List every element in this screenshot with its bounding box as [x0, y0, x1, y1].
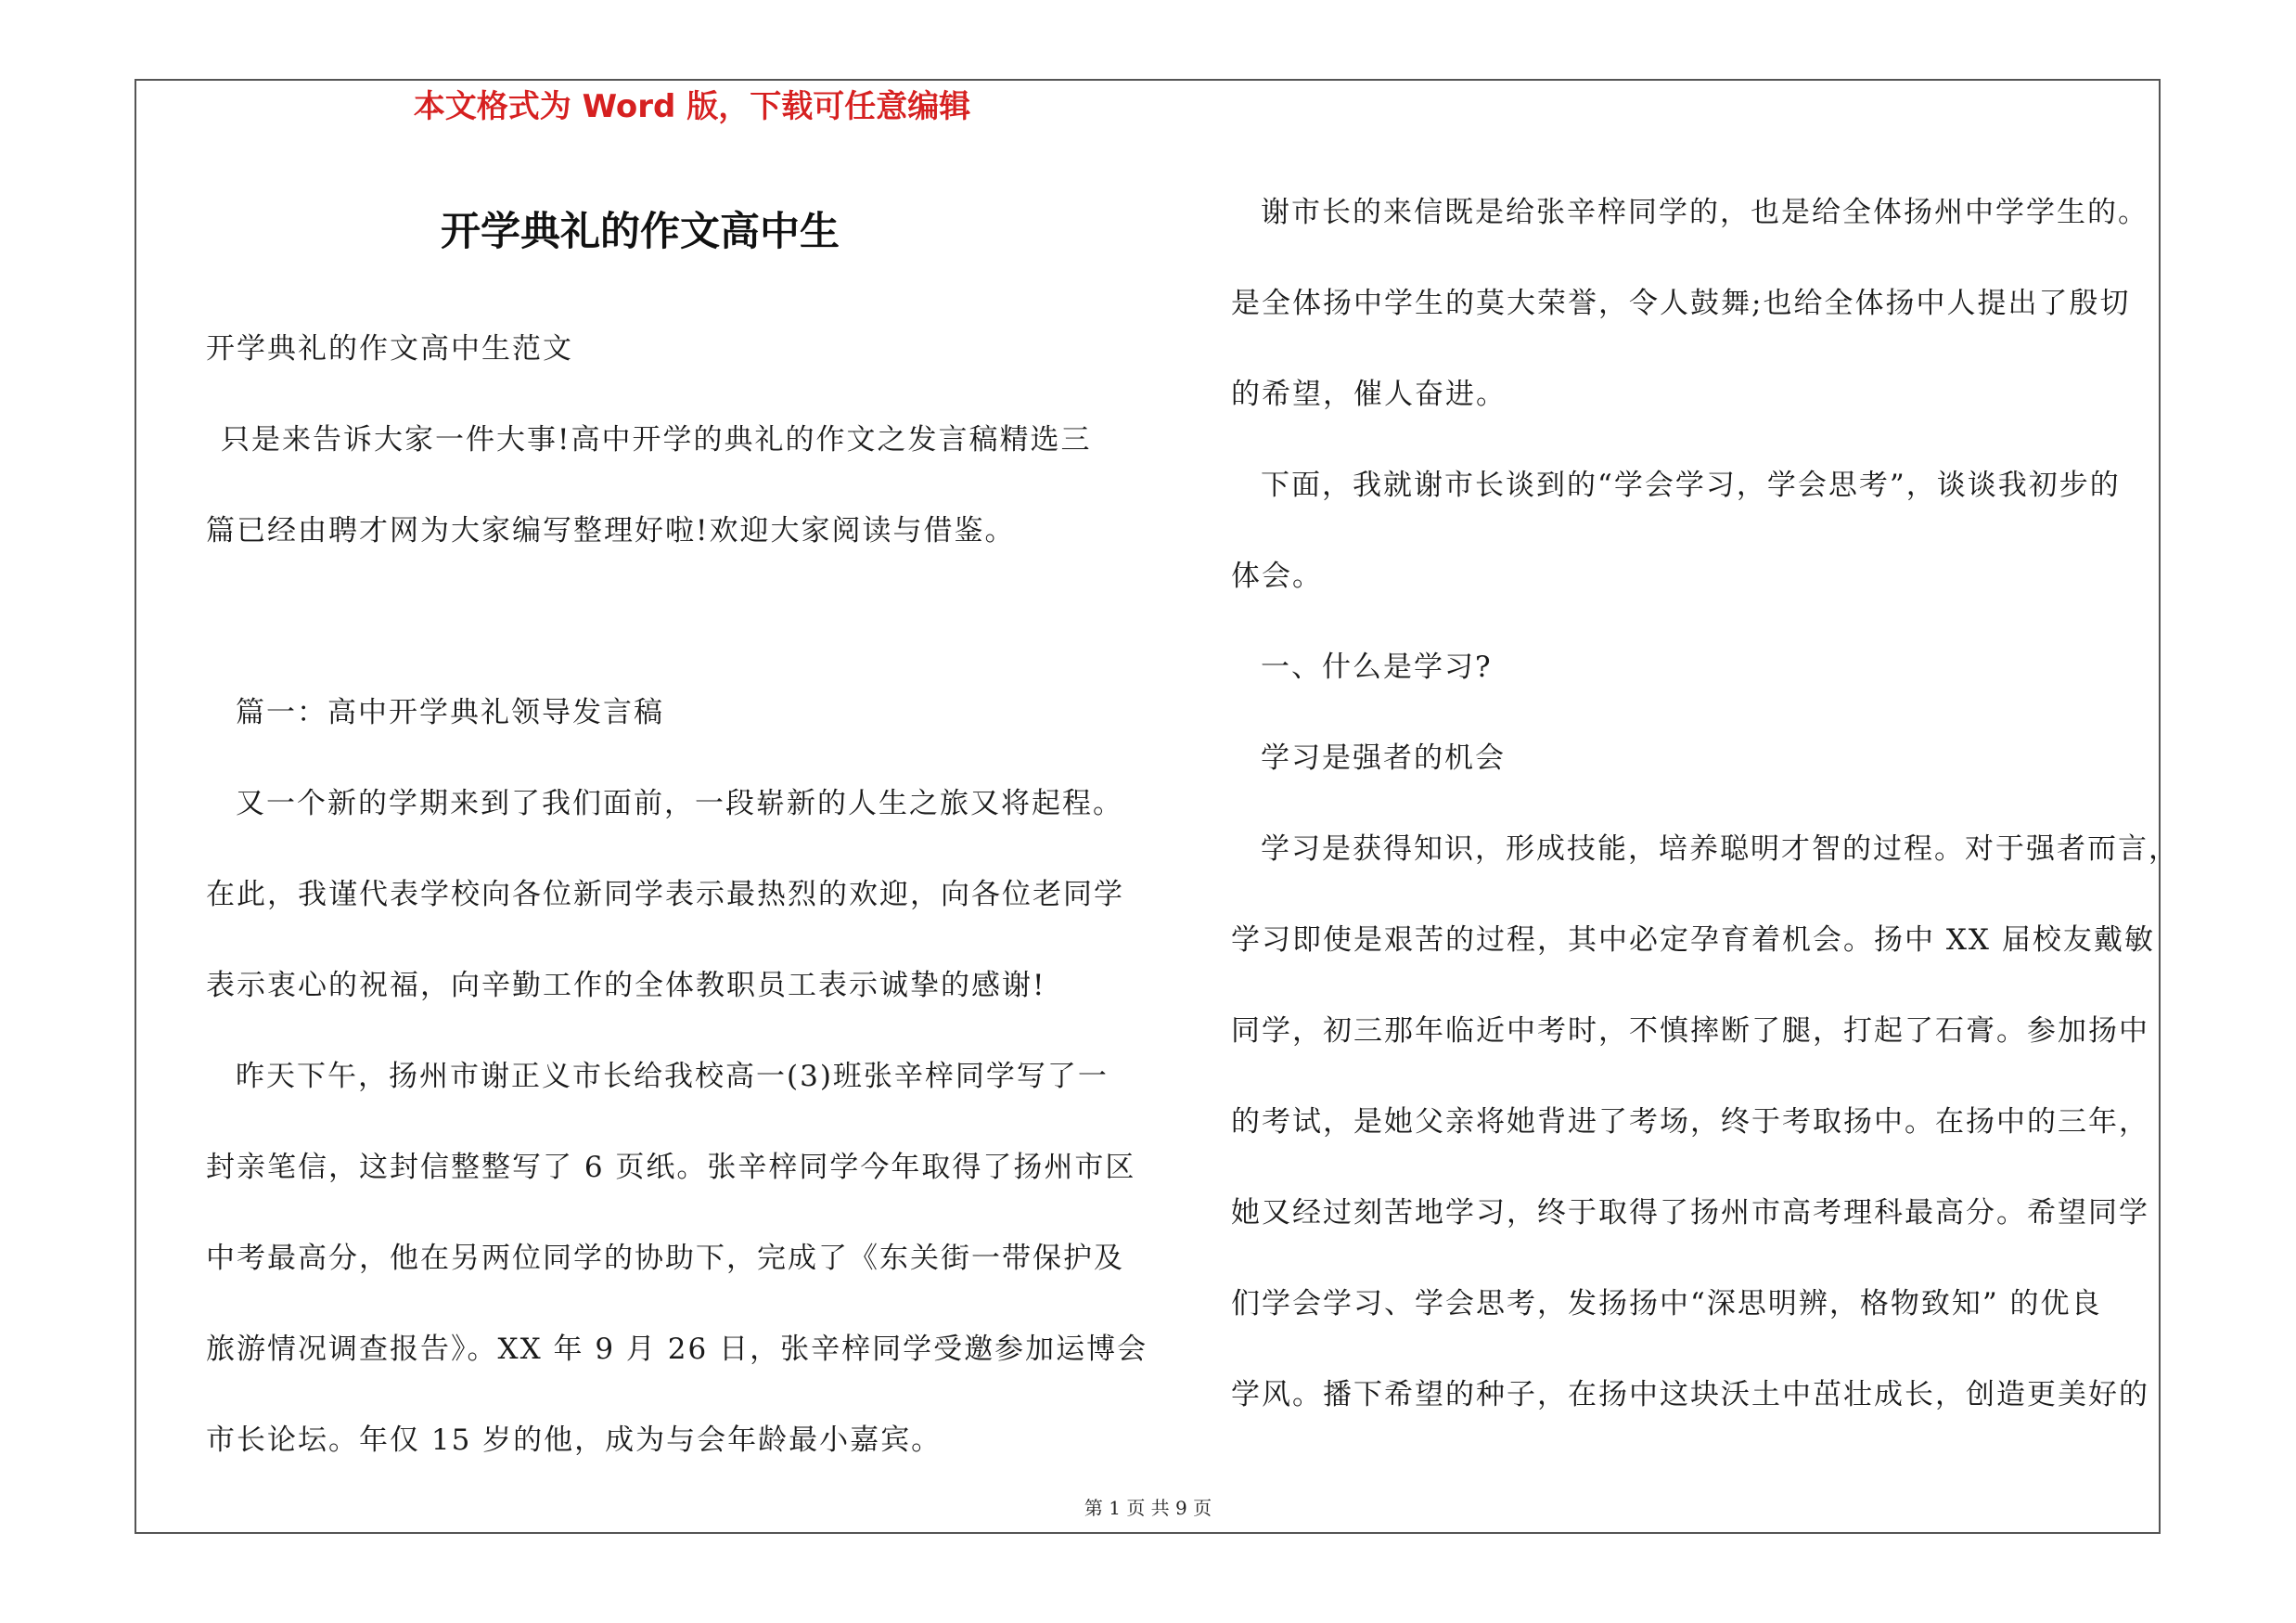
paragraph-line: 下面，我就谢市长谈到的“学会学习，学会思考”，谈谈我初步的 — [1261, 469, 2121, 502]
paragraph-line: 的希望，催人奋进。 — [1231, 378, 1507, 411]
subtitle: 开学典礼的作文高中生范文 — [206, 332, 573, 366]
section-heading: 学习是强者的机会 — [1261, 741, 1506, 775]
page-number-footer: 第 1 页 共 9 页 — [1084, 1497, 1212, 1519]
paragraph-line: 在此，我谨代表学校向各位新同学表示最热烈的欢迎，向各位老同学 — [206, 878, 1124, 911]
paragraph-line: 昨天下午，扬州市谢正义市长给我校高一(3)班张辛梓同学写了一 — [236, 1060, 1109, 1093]
paragraph-line: 又一个新的学期来到了我们面前，一段崭新的人生之旅又将起程。 — [236, 787, 1123, 820]
paragraph-line: 是全体扬中学生的莫大荣誉，令人鼓舞;也给全体扬中人提出了殷切 — [1231, 287, 2131, 320]
paragraph-line: 谢市长的来信既是给张辛梓同学的，也是给全体扬州中学学生的。 — [1261, 196, 2148, 229]
paragraph-line: 表示衷心的祝福，向辛勤工作的全体教职员工表示诚挚的感谢! — [206, 969, 1046, 1002]
paragraph-line: 学习是获得知识，形成技能，培养聪明才智的过程。对于强者而言， — [1261, 832, 2179, 866]
paragraph-line: 们学会学习、学会思考，发扬扬中“深思明辨，格物致知” 的优良 — [1231, 1287, 2102, 1320]
section-heading: 一、什么是学习? — [1261, 650, 1493, 684]
paragraph-line: 体会。 — [1231, 560, 1323, 593]
paragraph-line: 她又经过刻苦地学习，终于取得了扬州市高考理科最高分。希望同学 — [1231, 1196, 2149, 1230]
paragraph-line: 旅游情况调查报告》。XX 年 9 月 26 日，张辛梓同学受邀参加运博会 — [206, 1333, 1148, 1366]
intro-line: 篇已经由聘才网为大家编写整理好啦!欢迎大家阅读与借鉴。 — [206, 514, 1016, 547]
paragraph-line: 的考试，是她父亲将她背进了考场，终于考取扬中。在扬中的三年， — [1231, 1105, 2149, 1139]
intro-line: 只是来告诉大家一件大事!高中开学的典礼的作文之发言稿精选三 — [221, 423, 1092, 457]
paragraph-line: 市长论坛。年仅 15 岁的他，成为与会年龄最小嘉宾。 — [206, 1423, 943, 1457]
blank-line — [206, 576, 1161, 667]
right-column — [1231, 167, 2187, 1440]
editable-format-banner: 本文格式为 Word 版，下载可任意编辑 — [413, 88, 971, 125]
paragraph-line: 中考最高分，他在另两位同学的协助下，完成了《东关街一带保护及 — [206, 1242, 1124, 1275]
paragraph-line: 封亲笔信，这封信整整写了 6 页纸。张辛梓同学今年取得了扬州市区 — [206, 1151, 1136, 1184]
paragraph-line: 同学，初三那年临近中考时，不慎摔断了腿，打起了石膏。参加扬中 — [1231, 1014, 2149, 1048]
paragraph-line: 学习即使是艰苦的过程，其中必定孕育着机会。扬中 XX 届校友戴敏 — [1231, 923, 2155, 957]
section-heading: 篇一：高中开学典礼领导发言稿 — [236, 696, 664, 729]
document-title: 开学典礼的作文高中生 — [441, 209, 840, 255]
left-column — [206, 303, 1161, 1486]
paragraph-line: 学风。播下希望的种子，在扬中这块沃土中茁壮成长，创造更美好的 — [1231, 1378, 2149, 1411]
